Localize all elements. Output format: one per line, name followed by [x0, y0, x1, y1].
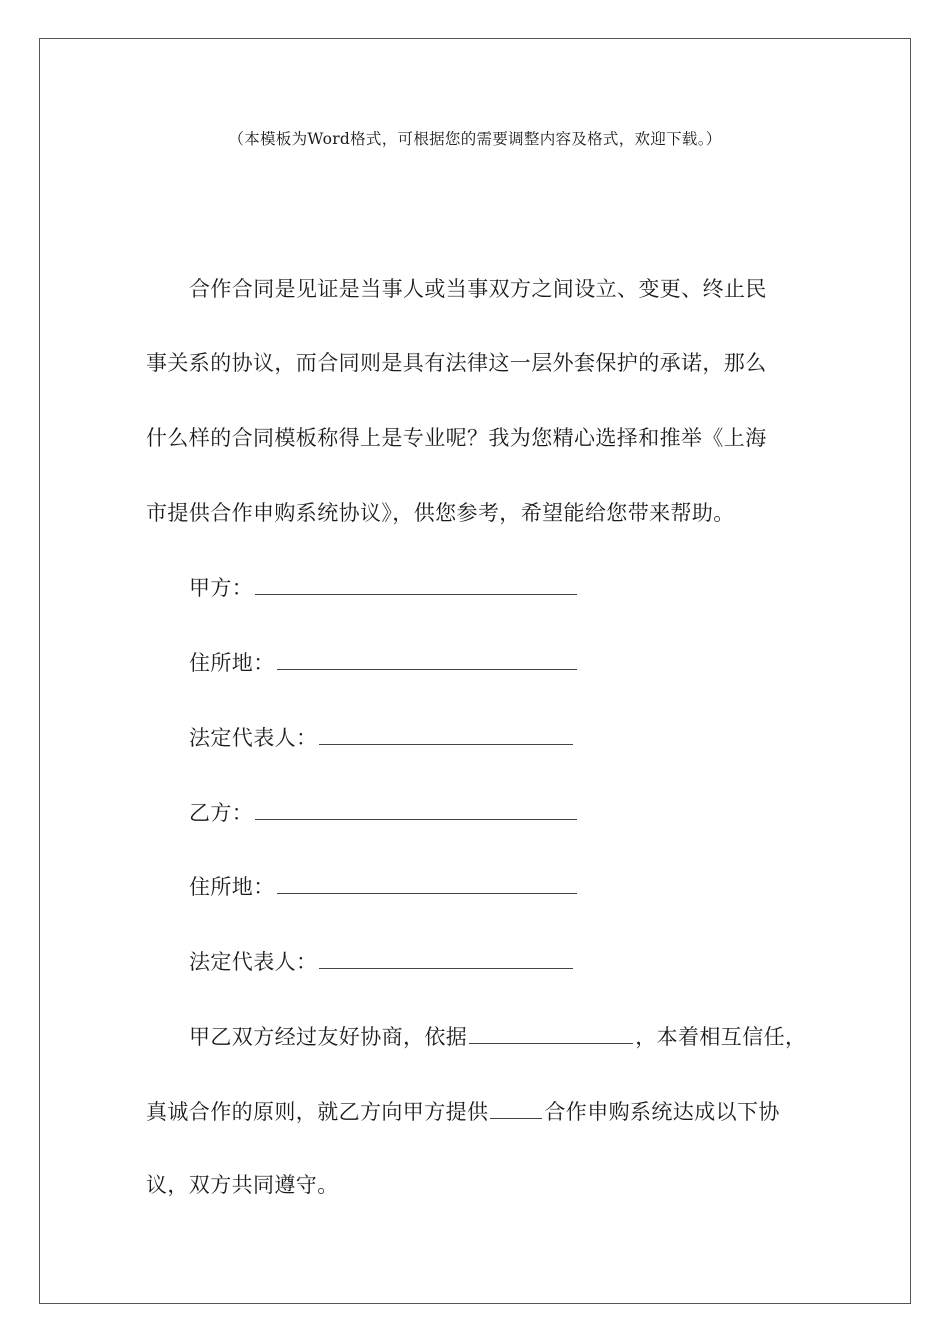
party-b-field — [189, 797, 579, 828]
party-a-address-field — [189, 647, 579, 678]
party-a-label: 甲方： — [189, 576, 254, 600]
party-a-blank[interactable] — [255, 572, 577, 595]
agreement-line-2-after: 合作申购系统达成以下协 — [544, 1100, 780, 1124]
party-b-label: 乙方： — [189, 801, 254, 825]
template-note: （本模板为Word格式，可根据您的需要调整内容及格式，欢迎下载。） — [228, 130, 722, 148]
party-b-representative-blank[interactable] — [319, 946, 573, 969]
party-b-representative-label: 法定代表人： — [189, 950, 318, 974]
agreement-line-2 — [146, 1096, 780, 1127]
intro-line-2: 事关系的协议，而合同则是具有法律这一层外套保护的承诺，那么 — [146, 351, 767, 375]
agreement-line-1 — [146, 1021, 806, 1052]
party-a-representative-blank[interactable] — [319, 722, 573, 745]
intro-line-4: 市提供合作申购系统协议》，供您参考，希望能给您带来帮助。 — [146, 501, 735, 525]
agreement-line-1-before: 甲乙双方经过友好协商，依据 — [189, 1025, 468, 1049]
party-b-blank[interactable] — [255, 797, 577, 820]
basis-blank[interactable] — [469, 1021, 633, 1044]
agreement-line-3: 议，双方共同遵守。 — [146, 1173, 339, 1197]
intro-line-1: 合作合同是见证是当事人或当事双方之间设立、变更、终止民 — [189, 277, 767, 301]
party-a-representative-field — [189, 722, 575, 753]
party-b-address-field — [189, 871, 579, 902]
party-a-address-blank[interactable] — [277, 647, 577, 670]
party-a-address-label: 住所地： — [189, 651, 275, 675]
agreement-line-1-after: ，本着相互信任， — [635, 1025, 807, 1049]
party-b-representative-field — [189, 946, 575, 977]
agreement-line-2-before: 真诚合作的原则，就乙方向甲方提供 — [146, 1100, 489, 1124]
provider-blank[interactable] — [490, 1096, 542, 1119]
party-b-address-label: 住所地： — [189, 875, 275, 899]
party-a-field — [189, 572, 579, 603]
party-a-representative-label: 法定代表人： — [189, 726, 318, 750]
party-b-address-blank[interactable] — [277, 871, 577, 894]
intro-line-3: 什么样的合同模板称得上是专业呢？我为您精心选择和推举《上海 — [146, 426, 767, 450]
